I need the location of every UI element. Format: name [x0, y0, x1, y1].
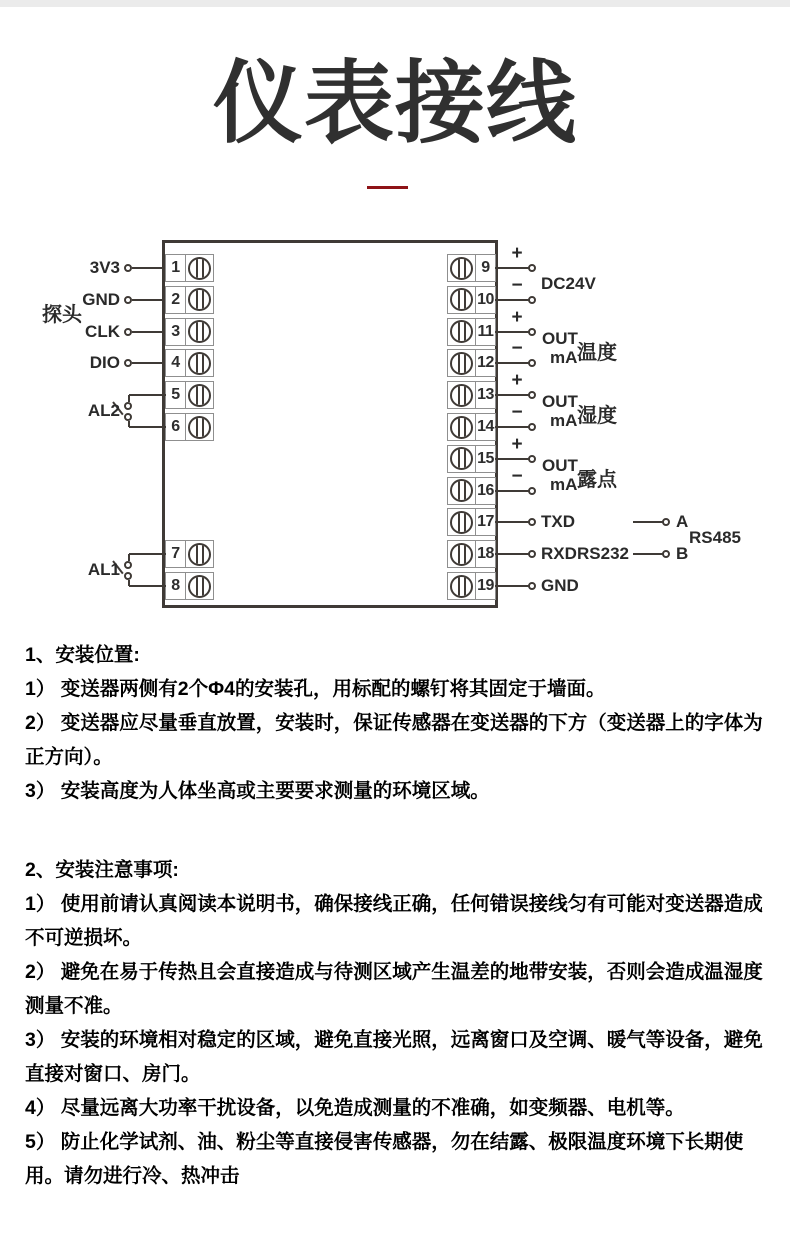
terminal-block	[447, 286, 496, 314]
terminal-block	[165, 540, 214, 568]
terminal-number: 19	[475, 573, 495, 599]
terminal-number: 17	[475, 509, 495, 535]
section-heading: 2、安装注意事项:	[25, 859, 179, 881]
wire	[132, 299, 165, 301]
wire	[495, 362, 531, 364]
screw-cell	[186, 255, 213, 281]
output-label: OUT	[542, 328, 578, 348]
connection-node-icon	[528, 582, 536, 590]
screw-cell	[186, 541, 213, 567]
terminal-block	[447, 445, 496, 473]
terminal-block	[165, 381, 214, 409]
connection-node-icon	[528, 264, 536, 272]
probe-label: 探头	[42, 304, 82, 326]
screw-slot-icon	[196, 575, 204, 598]
pin-label: DIO	[89, 353, 120, 373]
screw-icon	[188, 288, 211, 311]
wire	[495, 490, 531, 492]
interface-label: RS232	[577, 544, 629, 564]
screw-cell	[448, 287, 475, 313]
screw-icon	[450, 479, 473, 502]
terminal-number: 11	[475, 319, 495, 345]
screw-icon	[450, 384, 473, 407]
screw-cell	[448, 319, 475, 345]
screw-icon	[188, 384, 211, 407]
rs485-label: RS485	[689, 528, 741, 548]
wire	[495, 585, 531, 587]
connection-node-icon	[528, 518, 536, 526]
terminal-block	[447, 254, 496, 282]
connection-node-icon	[528, 550, 536, 558]
wire	[495, 267, 531, 269]
terminal-block	[447, 318, 496, 346]
terminal-block	[447, 349, 496, 377]
screw-slot-icon	[458, 257, 466, 280]
wire	[132, 331, 165, 333]
terminal-block	[165, 349, 214, 377]
terminal-number: 18	[475, 541, 495, 567]
terminal-number: 13	[475, 382, 495, 408]
screw-cell	[448, 478, 475, 504]
pin-label: GND	[82, 289, 120, 309]
terminal-number: 15	[475, 446, 495, 472]
screw-icon	[450, 257, 473, 280]
switch-contact-icon	[124, 561, 132, 569]
terminal-number: 2	[166, 287, 186, 313]
output-channel-label: 湿度	[577, 405, 617, 428]
switch-contact-icon	[124, 413, 132, 421]
terminal-number: 9	[475, 255, 495, 281]
terminal-block	[165, 286, 214, 314]
connection-node-icon	[528, 328, 536, 336]
screw-cell	[448, 414, 475, 440]
screw-icon	[188, 416, 211, 439]
output-label: DC24V	[541, 273, 596, 293]
terminal-number: 12	[475, 350, 495, 376]
screw-slot-icon	[458, 479, 466, 502]
wire	[128, 395, 130, 401]
output-label: OUT	[542, 392, 578, 412]
wire	[633, 553, 664, 555]
connection-node-icon	[528, 296, 536, 304]
wire	[128, 554, 130, 560]
screw-slot-icon	[196, 320, 204, 343]
screw-icon	[188, 575, 211, 598]
screw-icon	[450, 447, 473, 470]
polarity-sign: +	[511, 306, 523, 328]
alarm-switch-label: AL1	[87, 560, 120, 580]
screw-slot-icon	[458, 352, 466, 375]
output-unit-label: mA	[550, 411, 578, 431]
wire	[129, 585, 166, 587]
instruction-item: 4） 尽量远离大功率干扰设备，以免造成测量的不准确，如变频器、电机等。	[25, 1097, 685, 1119]
screw-icon	[188, 320, 211, 343]
wire	[128, 580, 130, 586]
terminal-number: 8	[166, 573, 186, 599]
screw-cell	[186, 573, 213, 599]
rs485-line-label: B	[676, 544, 689, 564]
terminal-block	[447, 540, 496, 568]
screw-slot-icon	[196, 257, 204, 280]
connection-node-icon	[528, 487, 536, 495]
screw-cell	[186, 414, 213, 440]
switch-contact-icon	[124, 402, 132, 410]
terminal-number: 1	[166, 255, 186, 281]
page-title: 仪表接线	[213, 54, 577, 154]
screw-icon	[450, 320, 473, 343]
screw-cell	[186, 382, 213, 408]
screw-slot-icon	[196, 288, 204, 311]
wire	[495, 426, 531, 428]
polarity-sign: −	[511, 465, 523, 487]
instruction-item: 1） 使用前请认真阅读本说明书，确保接线正确，任何错误接线匀有可能对变送器造成不可逆损坏。	[25, 893, 763, 949]
switch-contact-icon	[124, 572, 132, 580]
pin-label: CLK	[85, 321, 120, 341]
wire	[495, 394, 531, 396]
connection-node-icon	[124, 296, 132, 304]
instruction-item: 3） 安装高度为人体坐高或主要要求测量的环境区域。	[25, 780, 490, 802]
connection-node-icon	[662, 550, 670, 558]
polarity-sign: +	[511, 243, 523, 264]
terminal-block	[165, 318, 214, 346]
connection-node-icon	[124, 328, 132, 336]
screw-cell	[448, 509, 475, 535]
terminal-number: 16	[475, 478, 495, 504]
wire	[495, 521, 531, 523]
pin-label: GND	[541, 576, 579, 595]
connection-node-icon	[528, 455, 536, 463]
instruction-item: 2） 避免在易于传热且会直接造成与待测区域产生温差的地带安装，否则会造成温湿度测量不准。	[25, 961, 763, 1017]
instruction-item: 5） 防止化学试剂、油、粉尘等直接侵害传感器，勿在结露、极限温度环境下长期使用。请勿进行冷、热冲击	[25, 1131, 744, 1187]
screw-icon	[450, 416, 473, 439]
screw-cell	[186, 287, 213, 313]
instruction-section	[25, 638, 765, 808]
screw-slot-icon	[196, 352, 204, 375]
connection-node-icon	[528, 391, 536, 399]
screw-slot-icon	[458, 416, 466, 439]
section-heading: 1、安装位置:	[25, 644, 140, 666]
terminal-number: 10	[475, 287, 495, 313]
wire	[129, 553, 166, 555]
screw-cell	[448, 446, 475, 472]
instruction-item: 2） 变送器应尽量垂直放置，安装时，保证传感器在变送器的下方（变送器上的字体为正方向）。	[25, 712, 763, 768]
screw-cell	[448, 382, 475, 408]
screw-icon	[450, 543, 473, 566]
terminal-number: 5	[166, 382, 186, 408]
alarm-switch-label: AL2	[87, 401, 120, 421]
screw-icon	[450, 575, 473, 598]
instruction-item: 1） 变送器两侧有2个Φ4的安装孔，用标配的螺钉将其固定于墙面。	[25, 678, 606, 700]
polarity-sign: +	[511, 433, 523, 455]
wire	[132, 267, 165, 269]
screw-slot-icon	[458, 511, 466, 534]
output-channel-label: 温度	[577, 341, 617, 364]
screw-slot-icon	[458, 543, 466, 566]
wire	[129, 426, 166, 428]
screw-slot-icon	[458, 575, 466, 598]
instruction-item: 3） 安装的环境相对稳定的区域，避免直接光照，远离窗口及空调、暖气等设备，避免直接对窗口、房门。	[25, 1029, 763, 1085]
terminal-number: 4	[166, 350, 186, 376]
terminal-block	[165, 413, 214, 441]
screw-slot-icon	[458, 447, 466, 470]
wire	[495, 331, 531, 333]
terminal-block	[447, 508, 496, 536]
wire	[495, 553, 531, 555]
screw-icon	[450, 288, 473, 311]
polarity-sign: −	[511, 338, 523, 360]
connection-node-icon	[528, 423, 536, 431]
screw-slot-icon	[196, 416, 204, 439]
wire	[495, 458, 531, 460]
wire	[128, 421, 130, 427]
terminal-block	[447, 381, 496, 409]
output-unit-label: mA	[550, 474, 578, 494]
output-unit-label: mA	[550, 347, 578, 367]
polarity-sign: +	[511, 370, 523, 392]
terminal-block	[165, 254, 214, 282]
screw-cell	[448, 573, 475, 599]
polarity-sign: −	[511, 402, 523, 423]
installation-instructions	[25, 638, 765, 1193]
screw-icon	[188, 352, 211, 375]
wire	[132, 362, 165, 364]
output-channel-label: 露点	[577, 468, 617, 491]
screw-cell	[448, 350, 475, 376]
screw-icon	[188, 543, 211, 566]
connection-node-icon	[124, 359, 132, 367]
terminal-block	[447, 477, 496, 505]
terminal-number: 3	[166, 319, 186, 345]
terminal-block	[447, 413, 496, 441]
wire	[129, 394, 166, 396]
connection-node-icon	[124, 264, 132, 272]
screw-cell	[448, 255, 475, 281]
output-label: OUT	[542, 455, 578, 475]
wire	[495, 299, 531, 301]
pin-label: 3V3	[89, 258, 120, 277]
terminal-number: 7	[166, 541, 186, 567]
instruction-section	[25, 853, 765, 1193]
screw-slot-icon	[458, 288, 466, 311]
screw-slot-icon	[458, 320, 466, 343]
screw-slot-icon	[458, 384, 466, 407]
rs485-line-label: A	[676, 512, 689, 532]
wire	[633, 521, 664, 523]
screw-cell	[186, 319, 213, 345]
screw-icon	[450, 511, 473, 534]
screw-cell	[186, 350, 213, 376]
pin-label: RXD	[541, 544, 577, 564]
terminal-number: 14	[475, 414, 495, 440]
screw-slot-icon	[196, 543, 204, 566]
polarity-sign: −	[511, 274, 523, 296]
pin-label: TXD	[541, 512, 575, 532]
terminal-block	[165, 572, 214, 600]
screw-slot-icon	[196, 384, 204, 407]
screw-icon	[188, 257, 211, 280]
screw-icon	[450, 352, 473, 375]
connection-node-icon	[528, 359, 536, 367]
connection-node-icon	[662, 518, 670, 526]
terminal-block	[447, 572, 496, 600]
terminal-number: 6	[166, 414, 186, 440]
screw-cell	[448, 541, 475, 567]
